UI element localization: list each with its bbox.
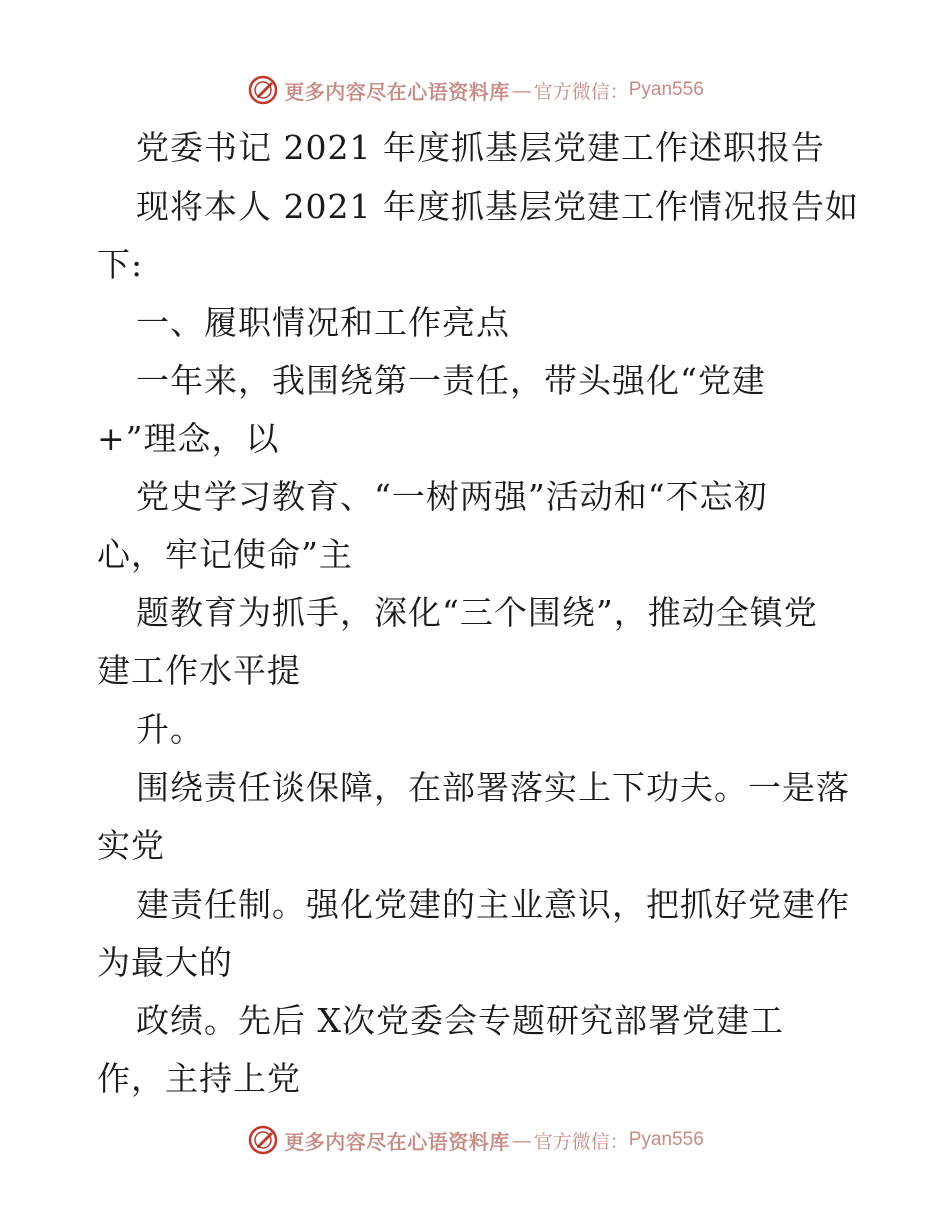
- header-banner: [0, 70, 950, 110]
- pen-logo-icon: [246, 73, 280, 107]
- body-line: 心，牢记使命”主: [97, 535, 353, 574]
- body-line: 政绩。先后 X次党委会专题研究部署党建工: [136, 1001, 784, 1040]
- body-line: 党史学习教育、“一树两强”活动和“不忘初: [136, 477, 768, 516]
- body-line: 建工作水平提: [97, 651, 301, 690]
- banner-wechat-id: Pyan556: [628, 79, 704, 100]
- banner-sub-text: 官方微信：: [533, 1130, 629, 1153]
- document-title: 党委书记 2021 年度抓基层党建工作述职报告: [136, 128, 825, 167]
- body-line: 升。: [136, 710, 204, 749]
- banner-sub-text: 官方微信：: [533, 80, 629, 103]
- body-line: 下:: [97, 245, 144, 284]
- body-line: 实党: [97, 826, 165, 865]
- body-line: 为最大的: [97, 943, 233, 982]
- banner-dash: —: [511, 1128, 532, 1152]
- body-line: 现将本人 2021 年度抓基层党建工作情况报告如: [136, 187, 859, 226]
- body-line: 建责任制。强化党建的主业意识，把抓好党建作: [136, 885, 850, 924]
- body-line: 作，主持上党: [97, 1059, 301, 1098]
- section-heading: 一、履职情况和工作亮点: [136, 303, 510, 342]
- body-line: +”理念，以: [97, 419, 280, 458]
- body-line: 题教育为抓手，深化“三个围绕”，推动全镇党: [136, 593, 818, 632]
- footer-banner: [0, 1120, 950, 1160]
- banner-dash: —: [511, 78, 532, 102]
- banner-wechat-id: Pyan556: [628, 1129, 704, 1150]
- banner-main-text: 更多内容尽在心语资料库: [284, 79, 510, 104]
- banner-main-text: 更多内容尽在心语资料库: [284, 1129, 510, 1154]
- body-line: 围绕责任谈保障，在部署落实上下功夫。一是落: [136, 768, 850, 807]
- pen-logo-icon: [246, 1123, 280, 1157]
- body-line: 一年来，我围绕第一责任，带头强化“党建: [136, 361, 766, 400]
